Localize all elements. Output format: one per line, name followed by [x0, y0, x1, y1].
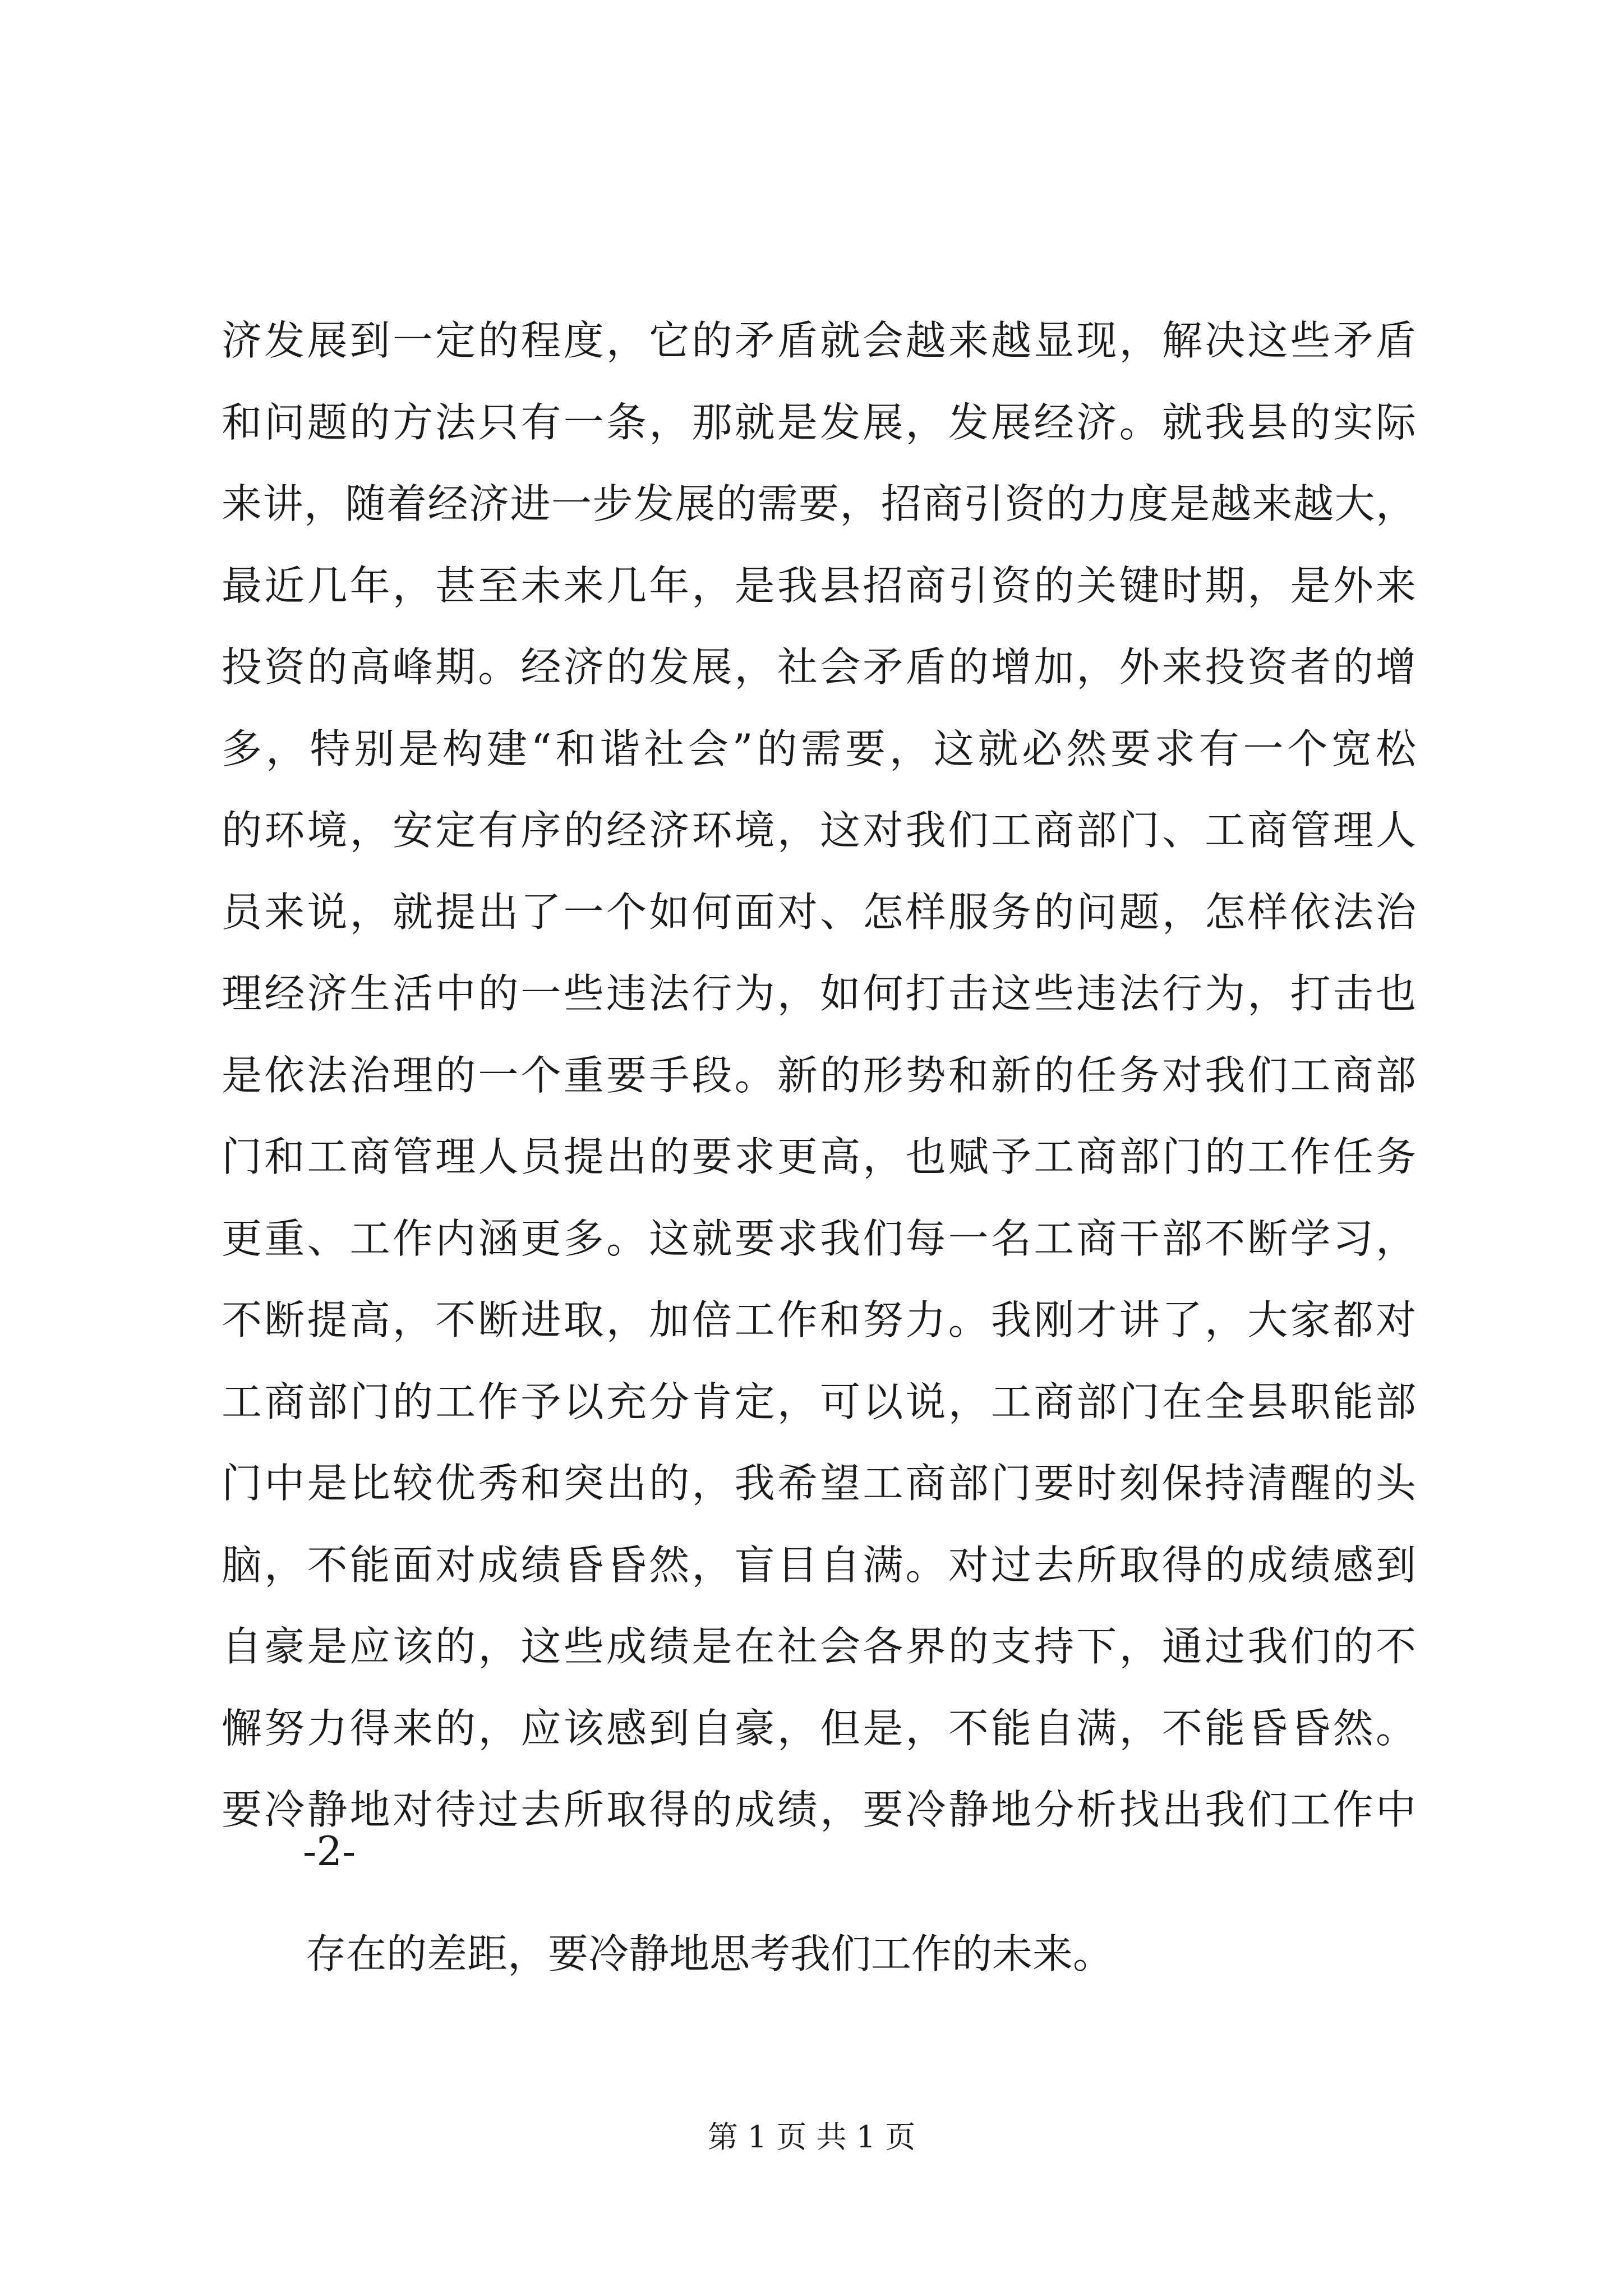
- text-line-6: 多，特别是构建“和谐社会”的需要，这就必然要求有一个宽松: [222, 725, 1416, 772]
- text-line-1: 济发展到一定的程度，它的矛盾就会越来越显现，解决这些矛盾: [222, 317, 1416, 364]
- page-footer: 第 1 页 共 1 页: [707, 2119, 916, 2155]
- text-line-7: 的环境，安定有序的经济环境，这对我们工商部门、工商管理人: [222, 807, 1416, 854]
- closing-text-line: 存在的差距，要冷静地思考我们工作的未来。: [306, 1930, 1114, 1977]
- text-line-18: 懈努力得来的，应该感到自豪，但是，不能自满，不能昏昏然。: [222, 1704, 1416, 1752]
- text-line-11: 门和工商管理人员提出的要求更高，也赋予工商部门的工作任务: [222, 1133, 1416, 1180]
- text-line-17: 自豪是应该的，这些成绩是在社会各界的支持下，通过我们的不: [222, 1623, 1416, 1670]
- page-number-marker: -2-: [303, 1828, 356, 1875]
- text-line-15: 门中是比较优秀和突出的，我希望工商部门要时刻保持清醒的头: [222, 1460, 1416, 1507]
- text-line-4: 最近几年，甚至未来几年，是我县招商引资的关键时期，是外来: [222, 562, 1416, 609]
- text-line-19: 要冷静地对待过去所取得的成绩，要冷静地分析找出我们工作中: [222, 1786, 1416, 1833]
- body-text: [222, 300, 1416, 1851]
- text-line-2: 和问题的方法只有一条，那就是发展，发展经济。就我县的实际: [222, 398, 1416, 446]
- text-line-9: 理经济生活中的一些违法行为，如何打击这些违法行为，打击也: [222, 970, 1416, 1017]
- text-line-8: 员来说，就提出了一个如何面对、怎样服务的问题，怎样依法治: [222, 888, 1416, 936]
- text-line-3: 来讲，随着经济进一步发展的需要，招商引资的力度是越来越大，: [222, 480, 1416, 527]
- text-line-14: 工商部门的工作予以充分肯定，可以说，工商部门在全县职能部: [222, 1378, 1416, 1425]
- text-line-12: 更重、工作内涵更多。这就要求我们每一名工商干部不断学习，: [222, 1214, 1416, 1262]
- text-line-10: 是依法治理的一个重要手段。新的形势和新的任务对我们工商部: [222, 1051, 1416, 1099]
- text-line-16: 脑，不能面对成绩昏昏然，盲目自满。对过去所取得的成绩感到: [222, 1541, 1416, 1589]
- text-line-5: 投资的高峰期。经济的发展，社会矛盾的增加，外来投资者的增: [222, 643, 1416, 691]
- text-line-13: 不断提高，不断进取，加倍工作和努力。我刚才讲了，大家都对: [222, 1296, 1416, 1343]
